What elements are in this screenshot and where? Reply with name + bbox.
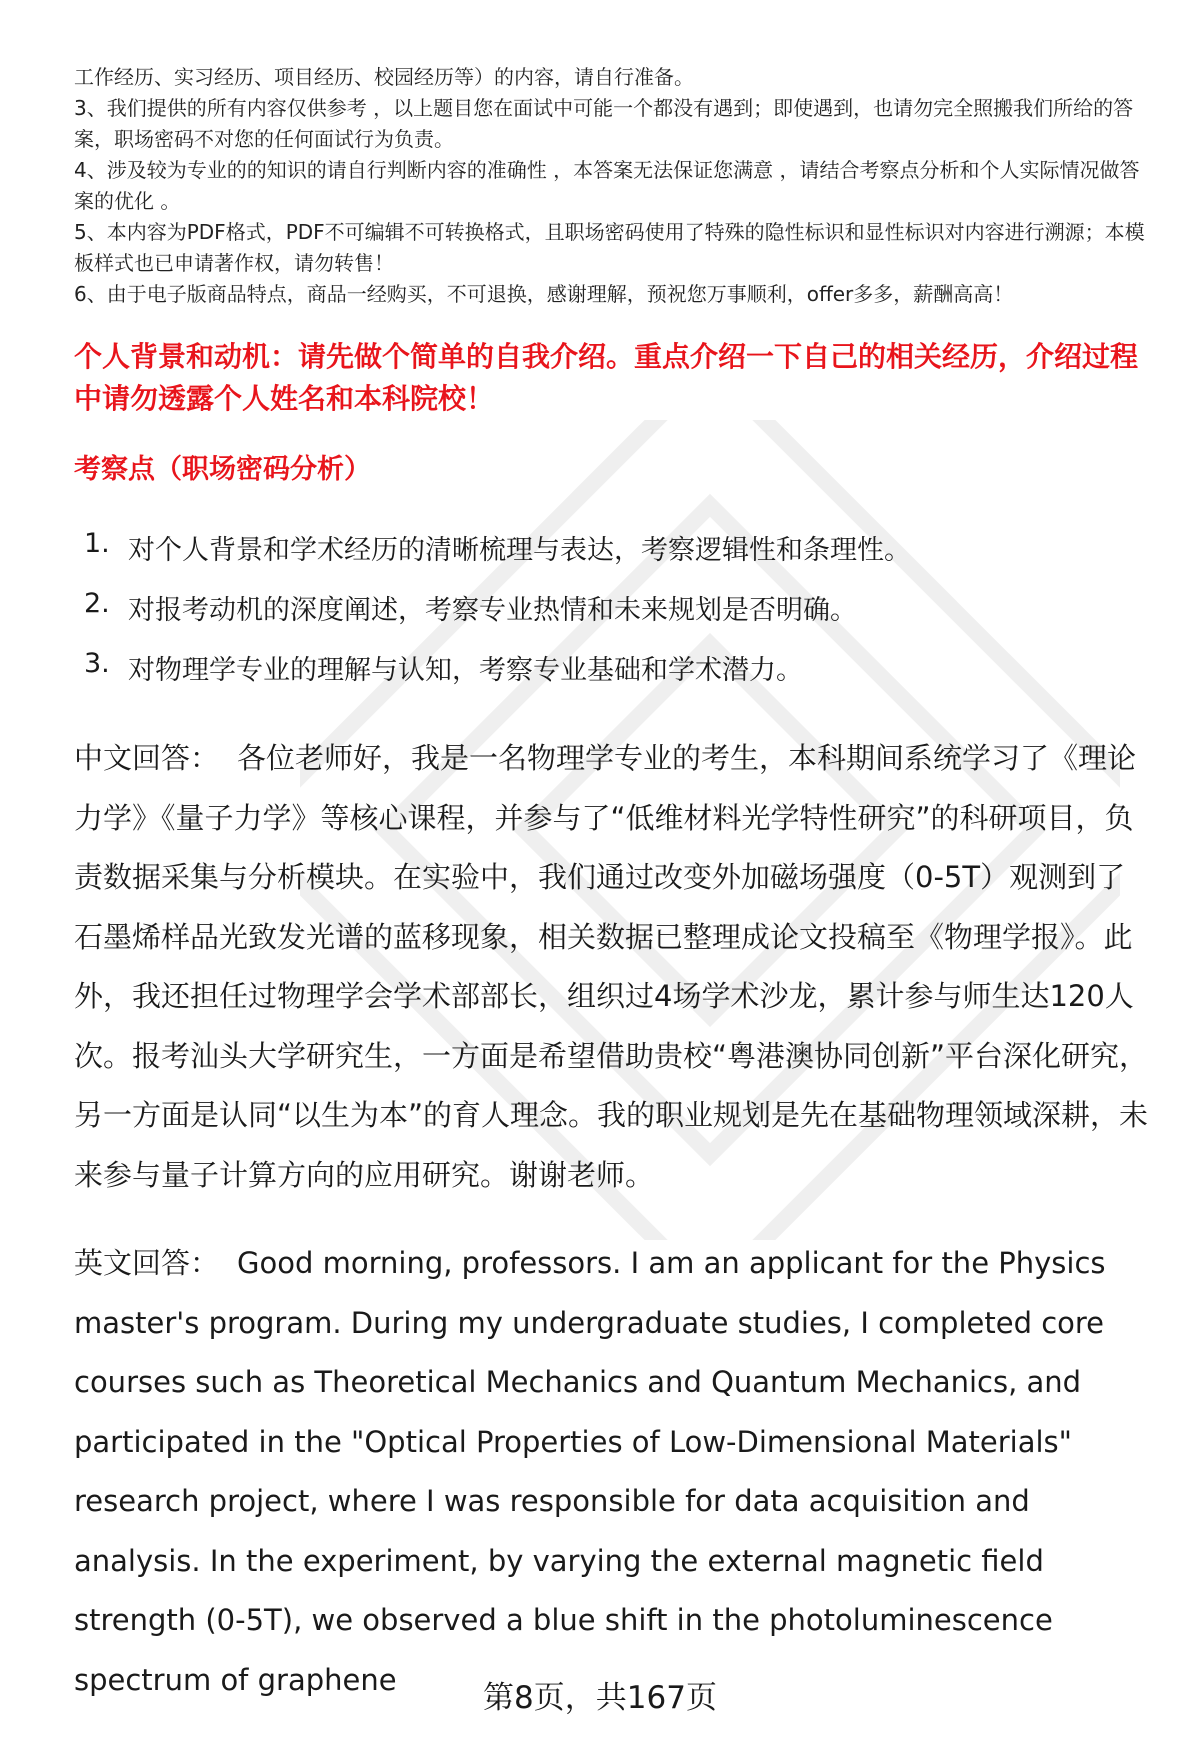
notice-line: 4、涉及较为专业的的知识的请自行判断内容的准确性 ，本答案无法保证您满意 ，请结合考察点分析和个人实际情况做答案的优化 。 [74, 158, 1140, 213]
chinese-answer [74, 729, 1154, 1205]
list-item-text: 对物理学专业的理解与认知，考察专业基础和学术潜力。 [128, 655, 803, 686]
list-item [84, 528, 1144, 588]
notice-line: 工作经历、实习经历、项目经历、校园经历等）的内容，请自行准备。 [74, 65, 694, 89]
list-item-text: 对个人背景和学术经历的清晰梳理与表达，考察逻辑性和条理性。 [128, 535, 911, 566]
points-heading: 考察点（职场密码分析） [74, 454, 371, 485]
notice-line: 6、由于电子版商品特点，商品一经购买，不可退换，感谢理解，预祝您万事顺利，offer多多，薪酬高高！ [74, 282, 1014, 306]
chinese-answer-text: 各位老师好，我是一名物理学专业的考生，本科期间系统学习了《理论力学》《量子力学》等核心课程，并参与了“低维材料光学特性研究”的科研项目，负责数据采集与分析模块。在实验中，我们通过改变外加磁场强度（0-5T）观测到了石墨烯样品光致发光谱的蓝移现象，相关数据已整理成论文投稿至《物理学报》。此外，我还担任过物理学会学术部部长，组织过4场学术沙龙，累计参与师生达120人次。报考汕头大学研究生，一方面是希望借助贵校“粤港澳协同创新”平台深化研究，另一方面是认同“以生为本”的育人理念。我的职业规划是先在基础物理领域深耕，未来参与量子计算方向的应用研究。谢谢老师。 [74, 741, 1149, 1192]
english-answer-label: 英文回答： [74, 1246, 220, 1280]
chinese-answer-label: 中文回答： [74, 741, 220, 775]
list-item-number: 3. [84, 648, 110, 679]
notice-line: 3、我们提供的所有内容仅供参考 ，以上题目您在面试中可能一个都没有遇到；即使遇到，也请勿完全照搬我们所给的答案，职场密码不对您的任何面试行为负责。 [74, 96, 1134, 151]
list-item [84, 648, 1144, 708]
points-list [84, 528, 1144, 708]
question-title: 个人背景和动机：请先做个简单的自我介绍。重点介绍一下自己的相关经历，介绍过程中请勿透露个人姓名和本科院校！ [74, 340, 1139, 415]
english-answer-text: Good morning, professors. I am an applicant for the Physics master's program. During my undergraduate studies, I completed core courses such as Theoretical Mechanics and Quantum Mechanics, and participated in the "Optical Properties of Low-Dimensional Materials" research project, where I was responsible for data acquisition and analysis. In the experiment, by varying the external magnetic field strength (0-5T), we observed a blue shift in the photoluminescence spectrum of graphene [74, 1246, 1106, 1697]
list-item-text: 对报考动机的深度阐述，考察专业热情和未来规划是否明确。 [128, 595, 857, 626]
notice-block [74, 62, 1154, 310]
english-answer [74, 1234, 1154, 1710]
page-number: 第8页，共167页 [483, 1680, 717, 1716]
list-item [84, 588, 1144, 648]
list-item-number: 1. [84, 528, 110, 559]
notice-line: 5、本内容为PDF格式，PDF不可编辑不可转换格式，且职场密码使用了特殊的隐性标识和显性标识对内容进行溯源；本模板样式也已申请著作权，请勿转售！ [74, 220, 1145, 275]
list-item-number: 2. [84, 588, 110, 619]
